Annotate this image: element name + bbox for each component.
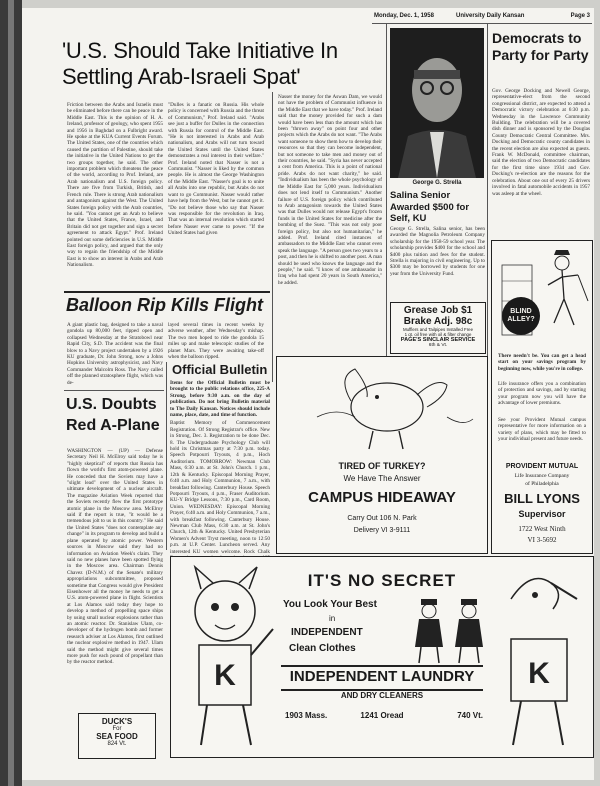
mutual-body-3: See your Provident Mutual campus representative for more information on a variety of plans, which may be fitted to your individual present and future needs. [498, 417, 586, 443]
grease-ad [390, 302, 486, 354]
svg-text:K: K [214, 659, 236, 692]
ducks-ad [78, 713, 156, 759]
salina-headline: Salina Senior Awarded $500 for Self, KU [390, 190, 470, 224]
strella-photo [390, 28, 484, 178]
mutual-company-2: Life Insurance Company [514, 473, 570, 479]
mutual-ad [491, 240, 593, 554]
mutual-company-3: of Philadelphia [525, 481, 559, 487]
mutual-body-1: There needn't be. You can get a head start on your savings program by beginning now, while you're in college. [498, 353, 586, 372]
laundry-name: INDEPENDENT LAUNDRY [281, 665, 483, 691]
photo-caption: George G. Strella [412, 180, 462, 186]
masthead-date: Monday, Dec. 1, 1958 [374, 13, 434, 19]
bulletin-body: Baptist Memory of Commencement Registration. Of Strong Registrar's office. New in Strong, Dec. 3. Registration to be done Dec. 8. The Undergraduate Psychology Club will hold its Christmas party at 7:30 p.m. today. Speech Potpourri Tryouts, 4 p.m., Hoch Auditorium. TOMORROW: Newman Club Mass, 6:30 a.m. at St. John's Church. 1 p.m., 12th & Kentucky. Episcopal Morning Prayer, 6:40 a.m. and Holy Communion, 7 a.m., with breakfast following. Canterbury House. Speech Potpourri Tryouts, 4 p.m., Fraser Auditorium. KU-Y Bridge Lessons, 7:30 p.m., Card Room, Union. WEDNESDAY: Episcopal Morning Prayer, 6:40 a.m. and Holy Communion, 7 a.m., with breakfast following. Canterbury House. Newman Club Mass, 6:30 a.m. at St. John's Church, 12th & Kentucky. United Presbyterian Women's Advent Tryst meeting, noon to 12:50 p.m. at U.P. Center. Luncheon served. Any interested KU women welcome. Rock Chalk [170, 420, 270, 555]
campus-headline: TIRED OF TURKEY? [338, 461, 426, 471]
oil-line: 1 qt. oil free with oil & filter change [404, 332, 472, 337]
mutual-phone: VI 3-5692 [527, 536, 557, 544]
laundry-line-4: Clean Clothes [289, 643, 356, 654]
campus-subhead: We Have The Answer [343, 474, 421, 483]
masthead-paper: University Daily Kansan [456, 13, 525, 19]
balloon-headline: Balloon Rip Kills Flight [66, 295, 263, 315]
laundry-line-3: INDEPENDENT [291, 627, 363, 638]
mutual-address: 1722 West Ninth [518, 525, 566, 533]
balloon-column-1: A giant plastic bag, designed to take a naval gondola up 80,000 feet, ripped open and collapsed Wednesday at the Stratobowl near Rapid City, S.D. The accident was the final blow to a Navy project undertaken by a 1926 KU graduate, Dr. John Strong, now a Johns Hopkins University astrophysicist, and Navy Commander Malcolm Ross. The Navy called off the planned stratosphere flight, which was de- [67, 322, 163, 386]
laundry-line-1: You Look Your Best [283, 599, 377, 610]
salina-body: George G. Strella, Salina senior, has been awarded the Magnolia Petroleum Company scholarship for the 1958-59 school year. The scholarship provides $400 for the school and $400 plus tuition and fees for the student. Strella is majoring in civil engineering. Up to $300 may be borrowed by students for one year from the University Fund. [390, 226, 485, 277]
campus-name: CAMPUS HIDEAWAY [308, 489, 456, 506]
ducks-address: 824 Vt. [107, 741, 127, 747]
laundry-address-2: 1241 Oread [360, 711, 404, 720]
mufflers-line: Mufflers and Tailpipes Installed Free [402, 327, 474, 332]
campus-carry-out: Carry Out 106 N. Park [347, 515, 417, 522]
sinclair-name: PAGE'S SINCLAIR SERVICE [400, 337, 476, 343]
doubts-body: WASHINGTON — (UP) — Defense Secretary Neil H. McElroy said today he is "highly skeptical" of reports that Russia has flown the world's first atom-powered plane. He conceded that the Soviets may have a "slight lead" over the United States in ultimate development of a nuclear aircraft. The magazine Aviation Week reported that the Soviets recently flew the first prototype atomic plane in the Moscow area. McElroy said if the report is true, "it would be a tremendous jolt to us in this country." He said the United States "does not contemplate any change" in its program to develop and build a plane operated by atomic power. Western sources in Moscow said they had no information on Aviation Week's claim. They said no new planes have been spotted flying in the Moscow area. Chairman Dennis Chavez (D-N.M.) of the Senate's military appropriations subcommittee, proposed sometime that Congress would give President Eisenhower all the money he needs to get a U.S. atom-powered plane in flight. Scientists at Los Alamos said today they hope to develop a method of propelling space ships by using small nuclear explosions rather than an atomic reactor. Dr. Stanislaw Ulam, co-developer of the hydrogen bomb and former research adviser at Los Alamos, first outlined the nuclear explosive method in 1947. Ulam said the method might give several times more push for each pound of propellant than by the reactor method. [67, 448, 163, 666]
campus-delivery: Delivery VI 3-9111 [353, 527, 411, 534]
ducks-name: DUCK'S [101, 717, 133, 726]
doubts-headline: U.S. Doubts Red A-Plane [66, 396, 160, 434]
laundry-sub: AND DRY CLEANERS [340, 691, 424, 700]
democrats-headline: Democrats to Party for Party [492, 30, 589, 63]
mutual-company: PROVIDENT MUTUAL [505, 463, 579, 470]
lead-column-1: Friction between the Arabs and Israelis must be eliminated before there can be peace in the Middle East. This is the opinion of H. A. Ireland, professor of geology, who spent 1955 and 1956 in Baghdad on a Fulbright award. He spoke at the KUA Current Events Forum. The United States, one of the countries which caused the partition of Palestine, should take the initiative in the United Nations to get the two groups together, he said. The other important problem which threatens the peace of the world, according to Prof. Ireland, are Arab nationalism and U.S. foreign policy. There are five from Turkish, British, and French rule. There is strong Arab nationalism and antagonism against the West. The United States foreign policy with the Arab countries, he said. "You cannot get an Arab to believe that the United States, France, Israel, and Britain did not get together and sign a secret agreement to attack Egypt." Prof. Ireland pointed out some deficiencies in U.S. Middle East foreign policy, and argued that the only way to regain the friendship of the Middle East is to show an interest in Arabs and Arab Nationalism. [67, 102, 163, 269]
cleaners-illustration [407, 597, 497, 665]
blind-alley-text: BLIND ALLEY? [507, 308, 535, 323]
mutual-agent: BILL LYONS [504, 491, 580, 506]
democrats-body: Gov. George Docking and Newell George, representative-elect from the second congressional district, are expected to attend a Democratic victory celebration at 6:30 p.m. Wednesday in the Lawrence Community Building. The celebration will be a covered dish dinner and is sponsored by the Douglas County Democratic Central Committee. Mrs. Docking and Democratic county candidates in the recent election are also expected as guests. Frank W. McDonald, committee chairman, said the election of two Democratic candidates for the first time since 1934 and Gov. Docking's re-election are the reasons for the celebration. About one out of every 25 drivers involved in fatal automobile accidents in 1957 was asleep at the wheel. [492, 88, 590, 197]
ducks-for: For [112, 726, 122, 732]
svg-text:K: K [528, 657, 550, 690]
masthead [374, 10, 592, 22]
turkey-illustration [277, 357, 487, 457]
kangaroo-left-illustration [173, 559, 283, 755]
laundry-address-1: 1903 Mass. [285, 711, 328, 720]
ducks-sea-food: SEA FOOD [96, 732, 138, 741]
blind-alley-illustration [492, 241, 592, 351]
book-binding [0, 0, 22, 786]
grease-job: Grease Job $1 [403, 305, 473, 316]
brake-adj: Brake Adj. 98c [403, 316, 473, 327]
laundry-headline: IT'S NO SECRET [307, 571, 457, 590]
lead-column-2: "Dulles is a fanatic on Russia. His whole policy is concerned with Russia and the threat of Communism," Prof. Ireland said. "Arabs see just a buffer for Dulles in the connection with Russia for control of the Middle East. "He is not interested in Arabs and Arab nationalism, and Arabs will not turn toward the United States until the United States demonstrates a real interest in their welfare." Prof. Ireland noted that Nasser is not a Communist. "Nasser is liked by the common people. He is almost the George Washington of the Middle East. "Nasser's goal is to unite all Arabs into one republic, but Arabs do not want to go Communist. Nasser would rather have help from the West, but he cannot get it. "Do not believe those who say that Nasser was responsible for the revolution in Iraq. That was an internal revolution which started before Nasser ever came to power. "If the United States had given [168, 102, 264, 237]
masthead-page: Page 3 [570, 13, 590, 19]
campus-hideaway-ad [276, 356, 488, 554]
bulletin [170, 362, 270, 555]
newspaper-page [22, 8, 594, 780]
mutual-body-2: Life insurance offers you a combination of protection and savings, and by starting your program now you will have the advantage of lower premiums. [498, 381, 586, 407]
blind-alley-bubble [502, 297, 540, 335]
sinclair-address: 6th & Vt. [428, 343, 448, 348]
mutual-title: Supervisor [518, 509, 566, 519]
kangaroo-right-illustration [481, 559, 591, 755]
lead-headline: 'U.S. Should Take Initiative In Settling Arab-Israeli Spat' [62, 38, 338, 89]
laundry-address-3: 740 Vt. [457, 711, 483, 720]
bulletin-headline: Official Bulletin [172, 362, 268, 377]
balloon-column-2: layed several times in recent weeks by adverse weather, after Wednesday's mishap. The two men hoped to ride the gondola 15 miles up and make telescopic studies of the planet Mars. They were awaiting take-off when the balloon ripped. [168, 322, 264, 361]
laundry-ad [170, 556, 594, 758]
lead-column-3: Nasser the money for the Aswan Dam, we would not have the problem of Communist influence in the Middle East that we have today." Prof. Ireland said that the money provided for such a dam would have been less than the amount which has been "thrown away" on point four and other projects which the Arabs do not want. "The Arabs want someone to show them how to develop their resources so that they can become independent, but not someone to take men and money out of their countries, he said. "Syria has never accepted a cent from America. This is a point of national pride. Arabs do not want charity," he said. "Individualism has been the whole psychology of the Middle East for 5,000 years. Individualism does not lend itself to Communism." Another failure of U.S. foreign policy which contributed to Arab antagonism towards the United States was that Dulles would not release Egypt's frozen funds in the United States for medicine after the bombing of the Suez. "This was not only poor foreign policy, but also not humanitarian," he added. Prof. Ireland cited instances of ambassadors to the Middle East who cannot even speak the language. "A person goes two years to a post, and then he is shifted to another post. A man should be used who knows the language and the people," he said. "I know of one ambassador in Iraq who had spent 20 years in South America," he added. [278, 94, 382, 286]
bulletin-intro: Items for the Official Bulletin must be brought to the public relations office, 225-A Strong, before 9:30 a.m. on the day of publication. Do not bring Bulletin material to The Daily Kansan. Notices should include name, place, date, and time of function. [170, 380, 270, 419]
laundry-line-2: in [329, 614, 336, 623]
